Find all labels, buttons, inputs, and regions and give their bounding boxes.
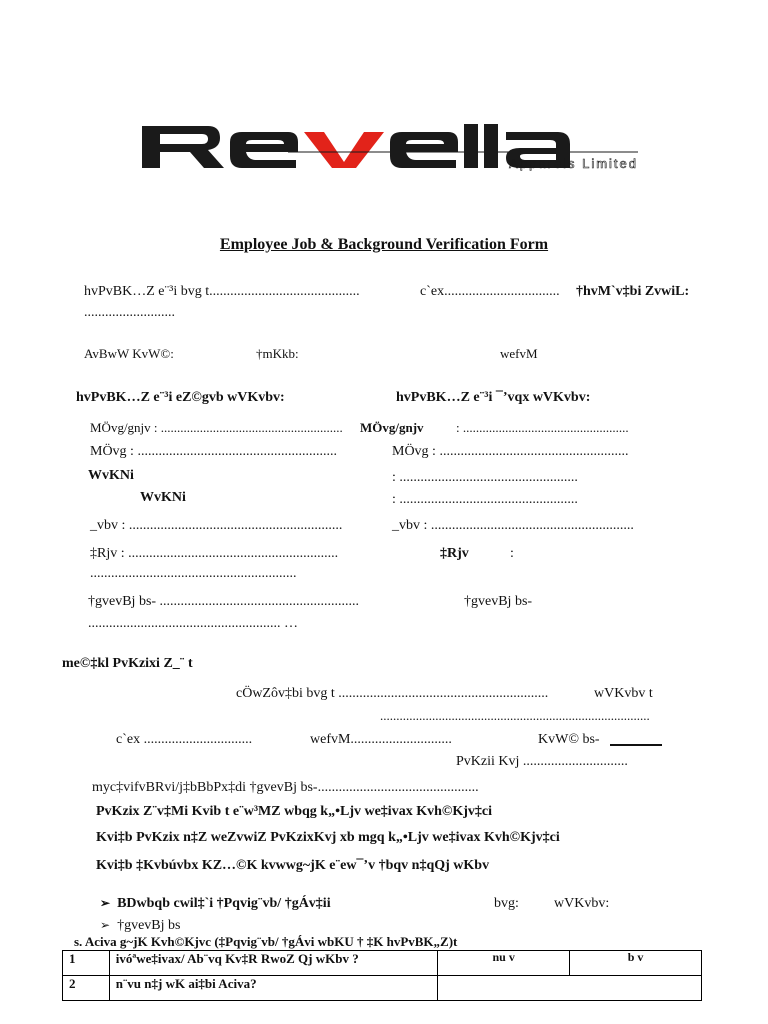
arrow-bullet-icon: ➢ [100, 896, 111, 910]
present-thana-field[interactable]: _vbv : ............................................................. [90, 518, 343, 533]
join-date-field[interactable]: .......................... [84, 305, 175, 320]
crime-question-table [62, 950, 702, 1001]
present-address-heading: hvPvBK…Z e¨³i eZ©gvb wVKvbv: [76, 390, 285, 405]
district-continuation-field[interactable]: ........................................................... [90, 566, 297, 581]
question-text: ivóªwe‡ivax/ Ab¨vq Kv‡R RwoZ Qj wKbv ? [109, 951, 437, 976]
permanent-village-field[interactable]: : ................................................... [456, 420, 629, 435]
chairman-address-label: wVKvbv: [554, 896, 610, 911]
permanent-district-label: ‡Rjv [440, 546, 469, 561]
section-label: †mKkb: [256, 346, 299, 361]
logo-wordmark [142, 124, 570, 168]
org-name-field[interactable]: cÖwZôv‡bi bvg t ............................................................ [236, 686, 549, 701]
last-card-label: KvW© bs- [538, 732, 600, 747]
question-number: 1 [63, 951, 110, 976]
last-post-field[interactable]: c`ex ............................... [116, 732, 253, 747]
org-address-label: wVKvbv t [594, 686, 653, 701]
answer-cell[interactable] [438, 976, 702, 1001]
question-number: 2 [63, 976, 110, 1001]
bullet-mobile [100, 918, 180, 934]
arrow-bullet-icon: ➢ [100, 918, 111, 932]
last-section-field[interactable]: wefvM............................. [310, 732, 452, 747]
present-district-field[interactable]: ‡Rjv : ............................................................ [90, 546, 339, 561]
card-underline[interactable] [610, 744, 662, 746]
bullet-chairman-text: BDwbqb cwil‡`i †Pqvig¨vb/ †gÁv‡ii [117, 896, 331, 911]
revella-logo [138, 118, 638, 176]
present-mobile-field[interactable]: †gvevBj bs- ......................................................... [88, 594, 360, 609]
permanent-post-field[interactable]: : ................................................... [392, 492, 578, 507]
permanent-mobile-label: †gvevBj bs- [464, 594, 533, 609]
applicant-name-field[interactable]: hvPvBK…Z e¨³i bvg t........................................... [84, 284, 360, 299]
table-row [63, 976, 702, 1001]
present-village2-field[interactable]: MÖvg : ......................................................... [90, 444, 337, 459]
permanent-post-label: WvKNi [140, 490, 186, 505]
applicant-post-field[interactable]: c`ex................................. [420, 284, 560, 299]
bullet-mobile-text: †gvevBj bs [117, 918, 181, 933]
logo-subtitle: Apparels Limited [509, 156, 638, 171]
chairman-name-label: bvg: [494, 896, 519, 911]
present-village-field[interactable]: MÖvg/gnjv : ........................................................ [90, 420, 343, 435]
reason-para-2: Kvi‡b PvKzix n‡Z weZvwiZ PvKzixKvj xb mgq k„•Ljv we‡ivax Kvh©Kjv‡ci [96, 830, 560, 845]
permanent-village-label: MÖvg/gnjv [360, 420, 424, 435]
line-label: wefvM [500, 346, 538, 361]
bullet-chairman [100, 896, 331, 912]
permanent-thana-field[interactable]: _vbv : .......................................................... [392, 518, 634, 533]
answer-no-cell[interactable]: b v [570, 951, 702, 976]
form-title: Employee Job & Background Verification Form [219, 236, 549, 253]
reason-para-3: Kvi‡b ‡Kvbúvbx KZ…©K kvwwg~jK e¨ew¯’v †bqv n‡qQj wKbv [96, 858, 490, 873]
reason-para-1: PvKzix Z¨v‡Mi Kvib t e¨w³MZ wbqg k„•Ljv we‡ivax Kvh©Kjv‡ci [96, 804, 492, 819]
present-post-label: WvKNi [88, 468, 134, 483]
crime-heading: s. Aciva g~jK Kvh©Kjvc (‡Pqvig¨vb/ †gÁvi wbKU † ‡K hvPvBK„Z)t [74, 934, 458, 949]
answer-yes-cell[interactable]: nu v [438, 951, 570, 976]
question-text: n¨vu n‡j wK ai‡bi Aciva? [109, 976, 437, 1001]
job-duration-field[interactable]: PvKzii Kvj .............................. [456, 754, 628, 769]
present-post-field[interactable]: : ................................................... [392, 470, 578, 485]
permanent-district-colon: : [510, 546, 514, 561]
id-card-label: AvBwW KvW©: [84, 346, 174, 361]
mobile-continuation-field[interactable]: ....................................................... … [88, 616, 298, 631]
org-address-field[interactable]: ................................................................................... [380, 708, 650, 723]
last-job-heading: me©‡kl PvKzixi Z_¨ t [62, 656, 193, 671]
permanent-village2-field[interactable]: MÖvg : ...................................................... [392, 444, 629, 459]
table-row [63, 951, 702, 976]
supervisor-mobile-field[interactable]: myc‡vifvBRvi/j‡bBbPx‡di †gvevBj bs-.............................................. [92, 780, 479, 795]
join-date-label: †hvM`v‡bi ZvwiL: [576, 284, 690, 299]
permanent-address-heading: hvPvBK…Z e¨³i ¯’vqx wVKvbv: [396, 390, 591, 405]
